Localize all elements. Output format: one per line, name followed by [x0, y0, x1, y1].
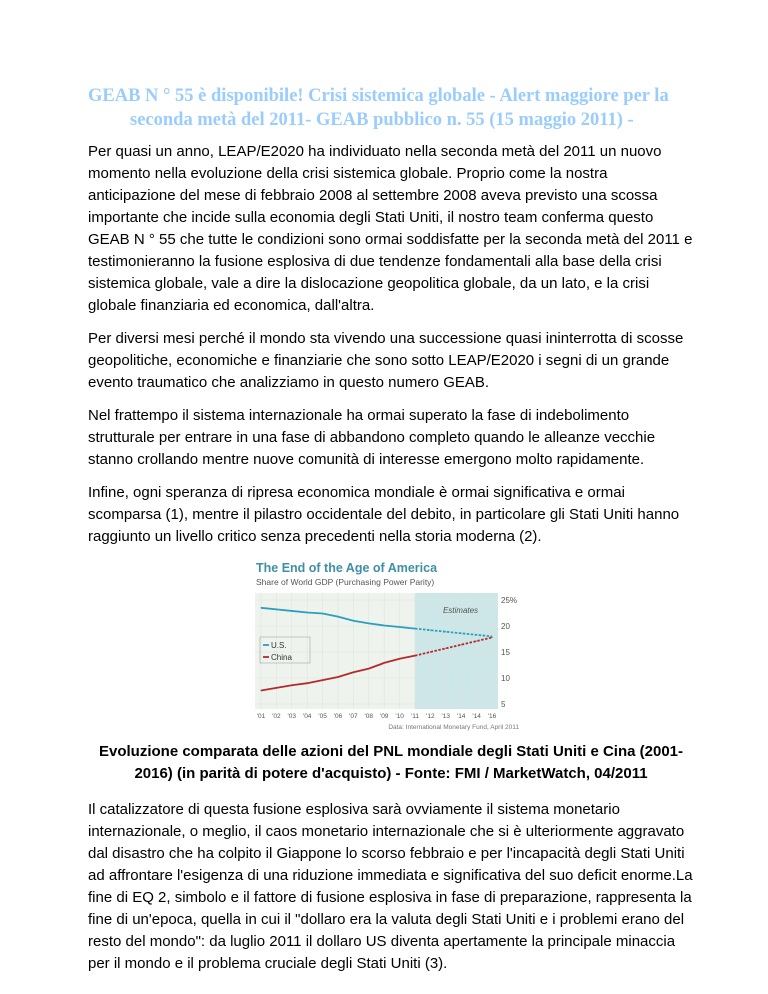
data-point — [461, 644, 462, 645]
x-tick-label: '13 — [441, 713, 451, 720]
x-tick-label: '02 — [272, 713, 281, 720]
paragraph: Nel frattempo il sistema internazionale ha ormai superato la fase di indebolimento strutturale per entrare in una fase di abbandono completo quando le alleanze vecchie stanno crollando mentre nuove comunità di interesse emergono molto rapidamente. — [88, 407, 656, 468]
y-tick-label: 5 — [501, 700, 506, 709]
data-point — [384, 662, 385, 663]
x-tick-label: '11 — [411, 713, 419, 720]
data-point — [291, 685, 292, 686]
x-tick-label: '07 — [349, 713, 358, 720]
data-point — [338, 616, 339, 617]
estimates-label: Estimates — [442, 606, 479, 615]
data-point — [492, 636, 493, 637]
data-point — [476, 634, 477, 635]
data-point — [261, 607, 262, 608]
data-point — [399, 658, 400, 659]
data-point — [291, 610, 292, 611]
data-point — [322, 680, 323, 681]
data-point — [415, 655, 416, 656]
x-tick-label: '03 — [287, 713, 297, 720]
paragraph: Il catalizzatore di questa fusione esplosiva sarà ovviamente il sistema monetario internazionale, o meglio, il caos monetario internazionale che si è ulteriormente aggravato dal disastro che ha colpito il Giappone lo scorso febbraio e per l'incapacità degli Stati Uniti ad affrontare l'esigenza di una riduzione immediata e significativa del suo deficit enorme.La fine di EQ 2, simbolo e il fattore di fusione esplosiva in fase di preparazione, rappresenta la fine di un'epoca, quella in cui il "dollaro era la valuta degli Stati Uniti e i problemi erano del resto del mondo": da luglio 2011 il dollaro US diventa apertamente la principale minaccia per il mondo e il problema cruciale degli Stati Uniti (3). — [88, 801, 693, 972]
article-title: GEAB N ° 55 è disponibile! Crisi sistemica globale - Alert maggiore per la seconda metà del 2011- GEAB pubblico n. 55 (15 maggio 2011) - — [88, 86, 669, 130]
data-point — [322, 613, 323, 614]
x-tick-label: '16 — [487, 713, 497, 720]
data-point — [415, 628, 416, 629]
data-point — [430, 630, 431, 631]
data-point — [368, 668, 369, 669]
data-point — [445, 631, 446, 632]
data-point — [307, 612, 308, 613]
x-tick-label: '14 — [472, 713, 481, 720]
data-point — [399, 627, 400, 628]
document — [88, 84, 694, 986]
chart — [253, 559, 523, 731]
chart-figure — [253, 559, 523, 731]
chart-subtitle: Share of World GDP (Purchasing Power Parity) — [256, 577, 435, 587]
y-tick-label: 15 — [501, 648, 510, 657]
x-tick-label: '14 — [456, 713, 466, 720]
legend-label: China — [271, 653, 292, 662]
data-point — [276, 609, 277, 610]
data-point — [276, 687, 277, 688]
paragraph: Per diversi mesi perché il mondo sta vivendo una successione quasi ininterrotta di scosse geopolitiche, economiche e finanziarie che sono sotto LEAP/E2020 i segni di un grande evento traumatico che analizziamo in questo numero GEAB. — [88, 330, 684, 391]
data-point — [261, 690, 262, 691]
y-tick-label: 20 — [501, 622, 510, 631]
data-point — [445, 648, 446, 649]
x-tick-label: '05 — [318, 713, 327, 720]
y-tick-label: 25% — [501, 596, 518, 605]
x-tick-label: '04 — [302, 713, 312, 720]
legend-label: U.S. — [271, 641, 287, 650]
x-tick-label: '08 — [364, 713, 374, 720]
data-point — [461, 633, 462, 634]
data-point — [476, 641, 477, 642]
x-tick-label: '09 — [379, 713, 389, 720]
data-point — [353, 672, 354, 673]
data-point — [353, 620, 354, 621]
data-point — [492, 637, 493, 638]
chart-title: The End of the Age of America — [256, 561, 438, 575]
data-point — [430, 652, 431, 653]
data-point — [384, 625, 385, 626]
data-point — [368, 623, 369, 624]
paragraph: Infine, ogni speranza di ripresa economica mondiale è ormai significativa e ormai scomparsa (1), mentre il pilastro occidentale del debito, in particolare gli Stati Uniti hanno raggiunto un livello critico senza precedenti nella storia moderna (2). — [88, 484, 680, 545]
paragraph: Per quasi un anno, LEAP/E2020 ha individuato nella seconda metà del 2011 un nuovo momento nella evoluzione della crisi sistemica globale. Proprio come la nostra anticipazione del mese di febbraio 2008 al settembre 2008 aveva previsto una scossa importante che incide sulla economia degli Stati Uniti, il nostro team conferma questo GEAB N ° 55 che tutte le condizioni sono ormai soddisfatte per la seconda metà del 2011 e testimonieranno la fusione esplosiva di due tendenze fondamentali alla base della crisi sistemica globale, vale a dire la dislocazione geopolitica globale, da un lato, e la crisi globale finanziaria ed economica, dall'altra. — [88, 143, 693, 314]
data-point — [307, 683, 308, 684]
data-point — [338, 676, 339, 677]
x-tick-label: '06 — [333, 713, 343, 720]
y-tick-label: 10 — [501, 674, 510, 683]
x-tick-label: '10 — [395, 713, 404, 720]
figure-caption: Evoluzione comparata delle azioni del PNL mondiale degli Stati Uniti e Cina (2001-2016) (in parità di potere d'acquisto) - Fonte: FMI / MarketWatch, 04/2011 — [98, 743, 684, 782]
chart-source: Data: International Monetary Fund, April 2011 — [388, 724, 519, 731]
x-tick-label: '01 — [256, 713, 266, 720]
x-tick-label: '12 — [426, 713, 435, 720]
